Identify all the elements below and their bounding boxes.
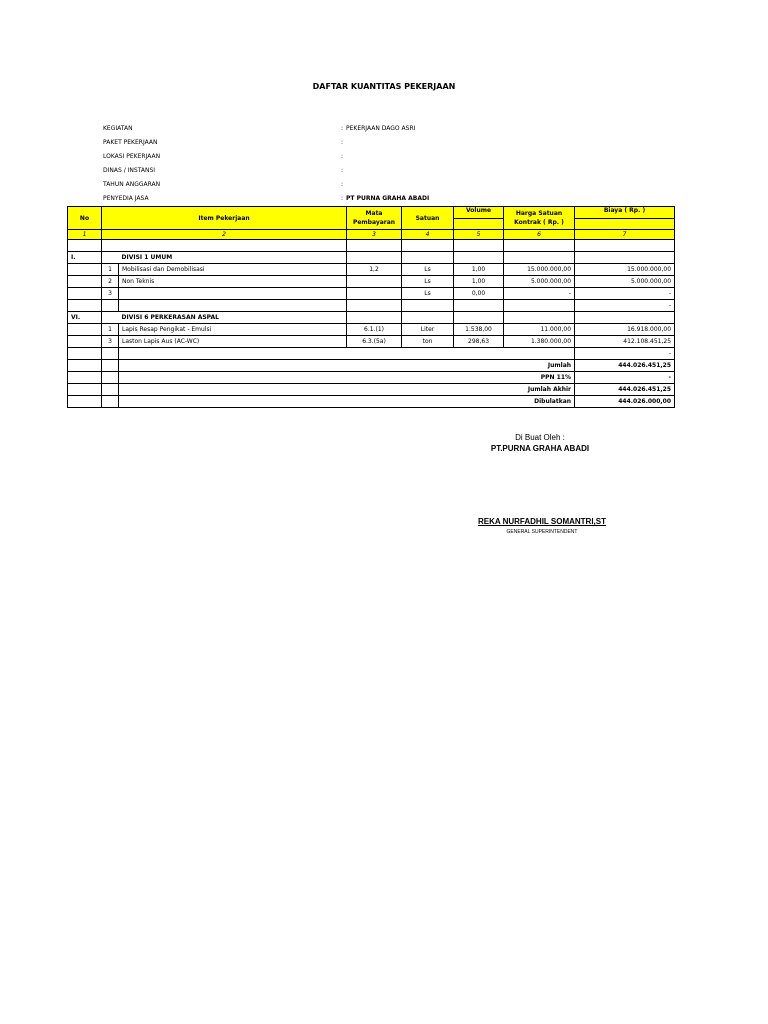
col-number: 1 bbox=[68, 230, 102, 240]
made-by-label: Di Buat Oleh : bbox=[515, 433, 565, 442]
division-no: VI. bbox=[68, 312, 102, 324]
item-no: 2 bbox=[102, 276, 119, 288]
summary-row bbox=[68, 396, 675, 408]
table-row bbox=[68, 336, 675, 348]
item-volume: 0,00 bbox=[454, 288, 504, 300]
info-colon: : bbox=[341, 125, 344, 132]
item-satuan: Ls bbox=[402, 276, 454, 288]
division-row bbox=[68, 312, 675, 324]
item-mata: 6.3.(5a) bbox=[347, 336, 402, 348]
info-label-dinas: DINAS / INSTANSI bbox=[103, 167, 156, 174]
item-harga: - bbox=[504, 288, 575, 300]
item-harga: 15.000.000,00 bbox=[504, 264, 575, 276]
col-number: 5 bbox=[454, 230, 504, 240]
division-subtotal: - bbox=[575, 300, 675, 312]
header-item: Item Pekerjaan bbox=[102, 207, 347, 230]
table-row bbox=[68, 300, 675, 312]
header-volume-sub bbox=[454, 218, 504, 230]
col-number: 4 bbox=[402, 230, 454, 240]
division-name: DIVISI 6 PERKERASAN ASPAL bbox=[119, 312, 347, 324]
item-satuan: Liter bbox=[402, 324, 454, 336]
item-biaya: 5.000.000,00 bbox=[575, 276, 675, 288]
header-volume: Volume bbox=[454, 207, 504, 219]
header-biaya: Biaya ( Rp. ) bbox=[575, 207, 675, 219]
header-biaya-sub bbox=[575, 218, 675, 230]
col-number: 7 bbox=[575, 230, 675, 240]
summary-row bbox=[68, 372, 675, 384]
info-colon: : bbox=[341, 139, 344, 146]
info-label-tahun: TAHUN ANGGARAN bbox=[103, 181, 161, 188]
info-colon: : bbox=[341, 195, 344, 202]
table-row bbox=[68, 288, 675, 300]
item-biaya: 412.108.451,25 bbox=[575, 336, 675, 348]
item-no: 1 bbox=[102, 264, 119, 276]
item-name bbox=[119, 288, 347, 300]
col-number: 3 bbox=[347, 230, 402, 240]
info-colon: : bbox=[341, 181, 344, 188]
info-label-paket: PAKET PEKERJAAN bbox=[103, 139, 158, 146]
item-biaya: 16.918.000,00 bbox=[575, 324, 675, 336]
table-row bbox=[68, 264, 675, 276]
summary-row bbox=[68, 384, 675, 396]
item-volume: 298,63 bbox=[454, 336, 504, 348]
info-value-penyedia: PT PURNA GRAHA ABADI bbox=[346, 195, 430, 202]
division-subtotal: - bbox=[575, 348, 675, 360]
item-name: Mobilisasi dan Demobilisasi bbox=[119, 264, 347, 276]
info-value-kegiatan: PEKERJAAN DAGO ASRI bbox=[346, 125, 416, 132]
item-name: Laston Lapis Aus (AC-WC) bbox=[119, 336, 347, 348]
table-header-row bbox=[68, 207, 675, 219]
summary-value: 444.026.451,25 bbox=[575, 384, 675, 396]
division-no: I. bbox=[68, 252, 102, 264]
item-volume: 1,00 bbox=[454, 264, 504, 276]
info-label-kegiatan: KEGIATAN bbox=[103, 125, 133, 132]
summary-label: PPN 11% bbox=[119, 372, 575, 384]
item-mata bbox=[347, 288, 402, 300]
item-satuan: Ls bbox=[402, 264, 454, 276]
item-volume: 1,00 bbox=[454, 276, 504, 288]
document-title: DAFTAR KUANTITAS PEKERJAAN bbox=[312, 82, 456, 91]
item-satuan: ton bbox=[402, 336, 454, 348]
spacer-row bbox=[68, 240, 675, 252]
header-mata-pembayaran: Mata Pembayaran bbox=[347, 207, 402, 230]
col-number: 6 bbox=[504, 230, 575, 240]
item-harga: 1.380.000,00 bbox=[504, 336, 575, 348]
info-label-penyedia: PENYEDIA JASA bbox=[103, 195, 149, 202]
item-mata: 6.1.(1) bbox=[347, 324, 402, 336]
header-harga-satuan: Harga Satuan Kontrak ( Rp. ) bbox=[504, 207, 575, 230]
quantity-table bbox=[67, 206, 675, 408]
summary-value: - bbox=[575, 372, 675, 384]
info-colon: : bbox=[341, 167, 344, 174]
item-no: 1 bbox=[102, 324, 119, 336]
signer-title: GENERAL SUPERINTENDENT bbox=[506, 529, 578, 535]
signer-name: REKA NURFADHIL SOMANTRI,ST bbox=[478, 517, 606, 526]
item-no: 3 bbox=[102, 336, 119, 348]
col-number: 2 bbox=[102, 230, 347, 240]
item-mata: 1,2 bbox=[347, 264, 402, 276]
info-colon: : bbox=[341, 153, 344, 160]
item-satuan: Ls bbox=[402, 288, 454, 300]
table-row bbox=[68, 276, 675, 288]
item-harga: 11.000,00 bbox=[504, 324, 575, 336]
item-mata bbox=[347, 276, 402, 288]
item-biaya: - bbox=[575, 288, 675, 300]
item-biaya: 15.000.000,00 bbox=[575, 264, 675, 276]
table-row bbox=[68, 324, 675, 336]
header-no: No bbox=[68, 207, 102, 230]
summary-label: Jumlah bbox=[119, 360, 575, 372]
info-label-lokasi: LOKASI PEKERJAAN bbox=[103, 153, 161, 160]
header-satuan: Satuan bbox=[402, 207, 454, 230]
summary-row bbox=[68, 360, 675, 372]
company-name: PT.PURNA GRAHA ABADI bbox=[490, 444, 590, 453]
summary-label: Dibulatkan bbox=[119, 396, 575, 408]
division-name: DIVISI 1 UMUM bbox=[119, 252, 347, 264]
summary-value: 444.026.000,00 bbox=[575, 396, 675, 408]
item-name: Non Teknis bbox=[119, 276, 347, 288]
division-row bbox=[68, 252, 675, 264]
item-name: Lapis Resap Pengikat - Emulsi bbox=[119, 324, 347, 336]
summary-label: Jumlah Akhir bbox=[119, 384, 575, 396]
table-row bbox=[68, 348, 675, 360]
item-volume: 1.538,00 bbox=[454, 324, 504, 336]
column-number-row bbox=[68, 230, 675, 240]
summary-value: 444.026.451,25 bbox=[575, 360, 675, 372]
item-harga: 5.000.000,00 bbox=[504, 276, 575, 288]
item-no: 3 bbox=[102, 288, 119, 300]
